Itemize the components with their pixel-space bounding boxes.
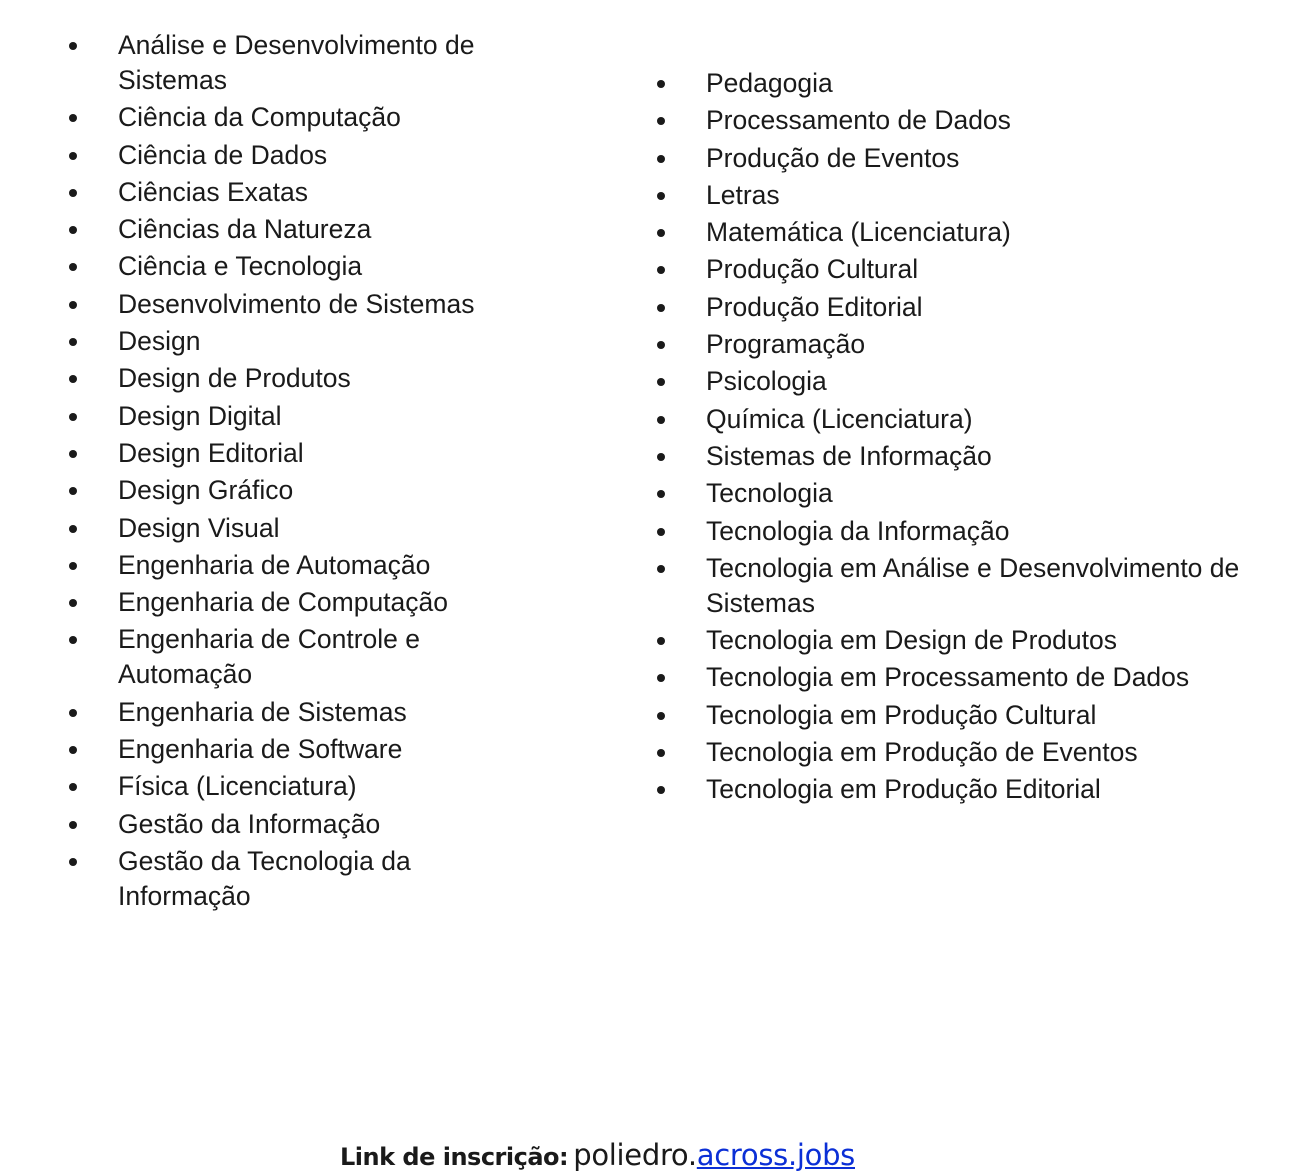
- list-item-label: Produção de Eventos: [706, 142, 960, 173]
- list-item-label: Ciência e Tecnologia: [118, 251, 363, 282]
- list-item-label: Design Digital: [118, 400, 282, 431]
- list-item-label: Tecnologia em Produção Cultural: [706, 699, 1097, 730]
- list-item: [0, 436, 548, 471]
- list-item-label: Gestão da Tecnologia da Informação: [118, 845, 411, 911]
- bullet-icon: [69, 821, 77, 829]
- bullet-icon: [657, 304, 665, 312]
- list-item-label: Tecnologia em Produção de Eventos: [706, 737, 1138, 768]
- list-item-label: Engenharia de Software: [118, 734, 403, 765]
- list-item-label: Tecnologia em Produção Editorial: [706, 774, 1101, 805]
- bullet-icon: [657, 229, 665, 237]
- registration-label: Link de inscrição:: [340, 1143, 569, 1171]
- bullet-icon: [657, 749, 665, 757]
- registration-link-prefix[interactable]: poliedro.: [573, 1138, 697, 1172]
- bullet-icon: [69, 301, 77, 309]
- list-item: [0, 287, 548, 322]
- list-item-label: Análise e Desenvolvimento de Sistemas: [118, 30, 475, 95]
- list-item-label: Tecnologia em Design de Produtos: [706, 625, 1117, 656]
- list-item: [0, 324, 548, 359]
- list-item: [588, 364, 1276, 399]
- list-item: [588, 141, 1276, 176]
- list-item: [0, 585, 548, 620]
- bullet-icon: [657, 528, 665, 536]
- list-item-label: Letras: [706, 179, 780, 210]
- bullet-icon: [69, 709, 77, 717]
- list-item-label: Ciências da Natureza: [118, 214, 372, 245]
- list-item-label: Design Gráfico: [118, 475, 294, 506]
- bullet-icon: [657, 266, 665, 274]
- bullet-icon: [657, 637, 665, 645]
- bullet-icon: [69, 114, 77, 122]
- bullet-icon: [657, 712, 665, 720]
- bullet-icon: [657, 674, 665, 682]
- bullet-icon: [69, 487, 77, 495]
- list-item-label: Ciências Exatas: [118, 176, 309, 207]
- bullet-icon: [657, 416, 665, 424]
- list-item: [588, 476, 1276, 511]
- list-item: [0, 732, 548, 767]
- bullet-icon: [69, 263, 77, 271]
- list-item: [588, 252, 1276, 287]
- bullet-icon: [657, 565, 665, 573]
- list-item: [0, 212, 548, 247]
- list-item-label: Gestão da Informação: [118, 808, 381, 839]
- list-item: [588, 551, 1276, 621]
- bullet-icon: [69, 636, 77, 644]
- list-item: [588, 623, 1276, 658]
- list-item-label: Desenvolvimento de Sistemas: [118, 288, 475, 319]
- list-item-label: Tecnologia em Processamento de Dados: [706, 662, 1190, 693]
- bullet-icon: [69, 450, 77, 458]
- list-item: [588, 772, 1276, 807]
- list-item-label: Produção Editorial: [706, 291, 923, 322]
- list-item: [0, 695, 548, 730]
- list-item: [0, 175, 548, 210]
- bullet-icon: [657, 117, 665, 125]
- list-item: [588, 439, 1276, 474]
- list-item-label: Design: [118, 326, 201, 357]
- list-item: [0, 511, 548, 546]
- list-item-label: Sistemas de Informação: [706, 440, 992, 471]
- list-item-label: Tecnologia da Informação: [706, 515, 1010, 546]
- list-item-label: Design Visual: [118, 512, 280, 543]
- bullet-icon: [69, 42, 77, 50]
- list-item: [0, 622, 548, 692]
- list-item-label: Química (Licenciatura): [706, 403, 973, 434]
- list-item: [0, 249, 548, 284]
- bullet-icon: [657, 80, 665, 88]
- bullet-icon: [69, 562, 77, 570]
- list-item: [588, 660, 1276, 695]
- bullet-icon: [69, 525, 77, 533]
- course-list-right: [588, 66, 1307, 810]
- list-item-label: Processamento de Dados: [706, 105, 1011, 136]
- bullet-icon: [657, 786, 665, 794]
- list-item: [0, 769, 548, 804]
- registration-link[interactable]: across.jobs: [696, 1138, 855, 1172]
- list-item-label: Engenharia de Sistemas: [118, 696, 407, 727]
- list-item-label: Psicologia: [706, 366, 827, 397]
- list-item: [588, 178, 1276, 213]
- list-item-label: Engenharia de Computação: [118, 587, 449, 618]
- bullet-icon: [657, 192, 665, 200]
- bullet-icon: [69, 375, 77, 383]
- list-item-label: Física (Licenciatura): [118, 771, 357, 802]
- bullet-icon: [657, 453, 665, 461]
- list-item: [588, 103, 1276, 138]
- bullet-icon: [69, 226, 77, 234]
- list-item-label: Design de Produtos: [118, 363, 351, 394]
- list-item-label: Ciência da Computação: [118, 102, 401, 133]
- list-item: [588, 698, 1276, 733]
- list-item: [0, 361, 548, 396]
- list-item: [588, 66, 1276, 101]
- bullet-icon: [69, 338, 77, 346]
- bullet-icon: [69, 413, 77, 421]
- list-item: [0, 548, 548, 583]
- list-item: [0, 807, 548, 842]
- list-item-label: Produção Cultural: [706, 254, 919, 285]
- bullet-icon: [69, 599, 77, 607]
- bullet-icon: [657, 155, 665, 163]
- list-item-label: Matemática (Licenciatura): [706, 217, 1011, 248]
- list-item-label: Engenharia de Automação: [118, 549, 431, 580]
- list-item: [0, 138, 548, 173]
- list-item-label: Design Editorial: [118, 437, 304, 468]
- list-item: [0, 844, 548, 914]
- list-item: [588, 215, 1276, 250]
- registration-footer: [340, 1138, 855, 1172]
- bullet-icon: [657, 341, 665, 349]
- list-item: [588, 402, 1276, 437]
- list-item-label: Pedagogia: [706, 68, 833, 98]
- bullet-icon: [69, 152, 77, 160]
- list-item: [588, 327, 1276, 362]
- bullet-icon: [69, 746, 77, 754]
- list-item: [0, 100, 548, 135]
- list-item: [0, 473, 548, 508]
- list-item: [588, 290, 1276, 325]
- bullet-icon: [69, 189, 77, 197]
- list-item-label: Engenharia de Controle e Automação: [118, 624, 421, 690]
- list-item: [588, 514, 1276, 549]
- bullet-icon: [69, 858, 77, 866]
- bullet-icon: [69, 783, 77, 791]
- list-item-label: Tecnologia em Análise e Desenvolvimento de Sistemas: [706, 552, 1240, 618]
- list-item: [0, 399, 548, 434]
- list-item-label: Ciência de Dados: [118, 139, 328, 170]
- list-item-label: Tecnologia: [706, 478, 833, 509]
- course-list-left: [0, 28, 640, 916]
- bullet-icon: [657, 378, 665, 386]
- list-item: [0, 28, 548, 98]
- bullet-icon: [657, 490, 665, 498]
- list-item-label: Programação: [706, 329, 866, 360]
- list-item: [588, 735, 1276, 770]
